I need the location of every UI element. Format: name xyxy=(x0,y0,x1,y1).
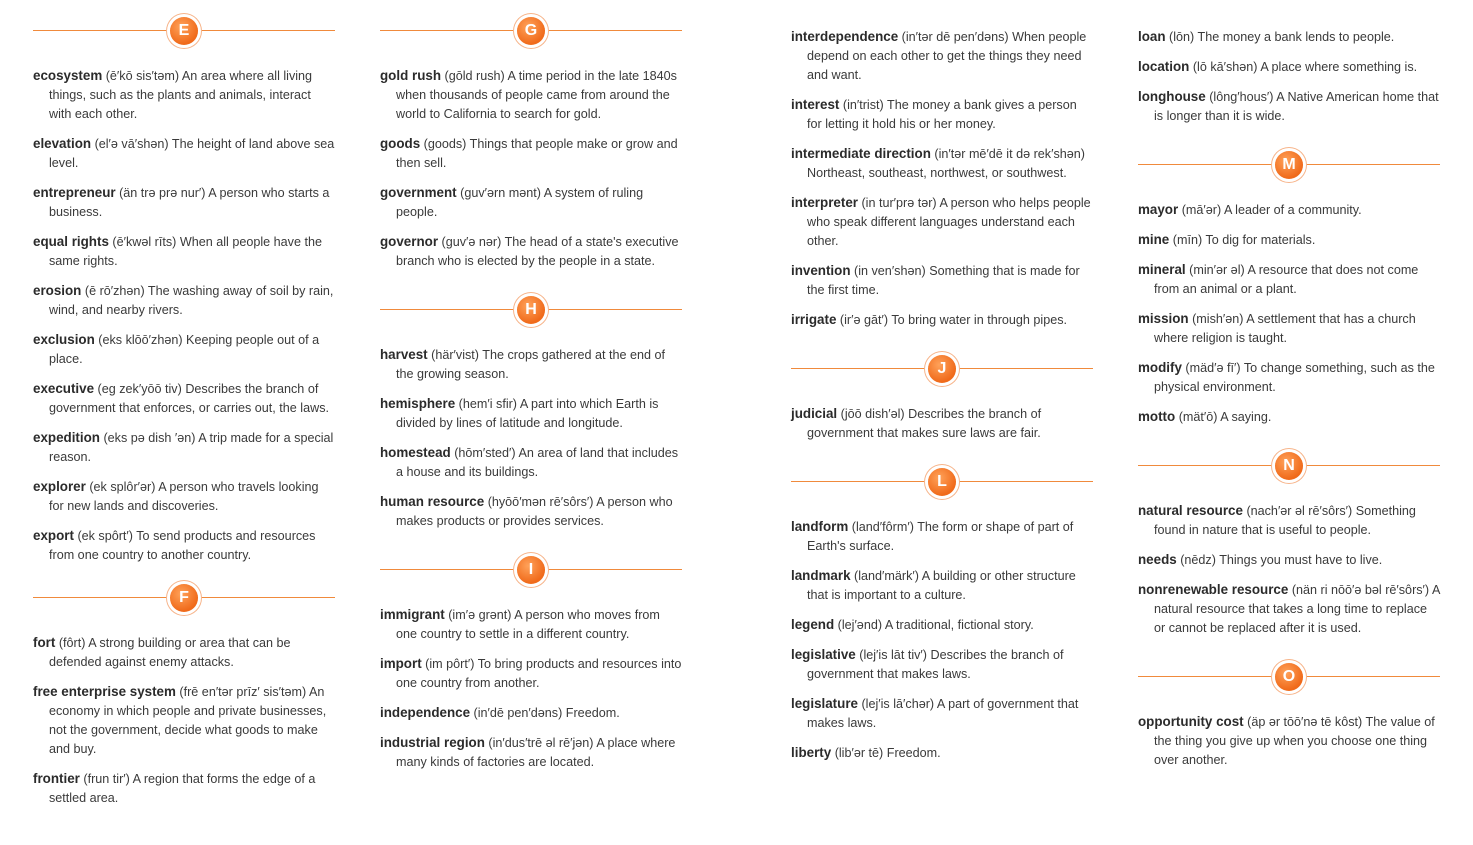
entry-definition: A place where something is. xyxy=(1260,60,1418,74)
entry-term: landmark xyxy=(791,568,851,583)
entry-term: opportunity cost xyxy=(1138,714,1244,729)
entry-definition: The money a bank lends to people. xyxy=(1197,30,1395,44)
entry-definition: Things you must have to live. xyxy=(1219,553,1383,567)
entry-definition: An economy in which people and private businesses, not the government, decide what goods to make and buy. xyxy=(49,685,327,756)
entry-definition: Something that is made for the first time. xyxy=(807,264,1080,297)
entry-term: export xyxy=(33,528,74,543)
entry-definition: A place where many kinds of factories are located. xyxy=(396,736,676,769)
entry-definition: To bring products and resources into one country from another. xyxy=(396,657,682,690)
entry-definition: A time period in the late 1840s when thousands of people came from around the world to California to search for gold. xyxy=(396,69,677,121)
entry-definition: Northeast, southeast, northwest, or southwest. xyxy=(807,166,1067,180)
glossary-section xyxy=(791,27,1093,330)
glossary-entry xyxy=(380,703,682,723)
entry-pronunciation: (in′dē pen′dəns) xyxy=(473,706,563,720)
glossary-entry xyxy=(33,428,335,467)
entry-definition: A strong building or area that can be defended against enemy attacks. xyxy=(49,636,291,669)
entry-term: mission xyxy=(1138,311,1189,326)
glossary-entry xyxy=(1138,501,1440,540)
entry-term: ecosystem xyxy=(33,68,103,83)
entry-pronunciation: (hem′i sfir) xyxy=(458,397,518,411)
entry-term: exclusion xyxy=(33,332,95,347)
entry-pronunciation: (mät′ō) xyxy=(1178,410,1218,424)
glossary-entry xyxy=(1138,200,1440,220)
entry-term: free enterprise system xyxy=(33,684,176,699)
entry-definition: The money a bank gives a person for letting it hold his or her money. xyxy=(807,98,1077,131)
glossary-section xyxy=(380,345,682,531)
entry-pronunciation: (frun tir′) xyxy=(83,772,130,786)
entry-definition: A person who starts a business. xyxy=(49,186,330,219)
entry-pronunciation: (eks klōō′zhən) xyxy=(98,333,183,347)
glossary-section xyxy=(380,66,682,271)
entry-definition: The value of the thing you give up when you choose one thing over another. xyxy=(1154,715,1435,767)
entry-term: interpreter xyxy=(791,195,858,210)
entry-definition: The washing away of soil by rain, wind, and nearby rivers. xyxy=(49,284,334,317)
entry-term: mayor xyxy=(1138,202,1179,217)
entry-definition: The form or shape of part of Earth's surface. xyxy=(807,520,1074,553)
glossary-entry xyxy=(1138,230,1440,250)
glossary-section xyxy=(1138,200,1440,427)
entry-term: liberty xyxy=(791,745,832,760)
section-divider-o xyxy=(1138,660,1440,694)
glossary-entry xyxy=(1138,87,1440,126)
glossary-entry xyxy=(33,330,335,369)
entry-pronunciation: (mā′ər) xyxy=(1181,203,1222,217)
entry-pronunciation: (ek spôrt′) xyxy=(77,529,133,543)
glossary-entry xyxy=(791,694,1093,733)
entry-term: elevation xyxy=(33,136,92,151)
entry-pronunciation: (lej′is lā′chər) xyxy=(861,697,935,711)
glossary-section xyxy=(791,517,1093,763)
entry-definition: The height of land above sea level. xyxy=(49,137,335,170)
entry-term: longhouse xyxy=(1138,89,1206,104)
glossary-entry xyxy=(380,66,682,124)
entry-definition: A system of ruling people. xyxy=(396,186,644,219)
entry-pronunciation: (in ven′shən) xyxy=(854,264,926,278)
entry-term: legislature xyxy=(791,696,858,711)
glossary-entry xyxy=(1138,407,1440,427)
entry-pronunciation: (eks pə dish ′ən) xyxy=(103,431,196,445)
glossary-entry xyxy=(33,682,335,759)
glossary-section xyxy=(791,404,1093,443)
entry-pronunciation: (in′dus′trē əl rē′jən) xyxy=(488,736,594,750)
glossary-entry xyxy=(33,526,335,565)
entry-definition: A person who moves from one country to settle in a different country. xyxy=(396,608,660,641)
entry-pronunciation: (fôrt) xyxy=(58,636,86,650)
glossary-entry xyxy=(380,492,682,531)
letter-badge-j: J xyxy=(928,355,956,383)
glossary-entry xyxy=(1138,309,1440,348)
entry-pronunciation: (im pôrt′) xyxy=(425,657,475,671)
glossary-entry xyxy=(1138,712,1440,770)
column-4 xyxy=(1138,0,1440,780)
entry-pronunciation: (ē rō′zhən) xyxy=(84,284,145,298)
glossary-entry xyxy=(1138,580,1440,638)
entry-definition: Freedom. xyxy=(886,746,941,760)
glossary-section xyxy=(33,633,335,808)
glossary-entry xyxy=(380,345,682,384)
entry-pronunciation: (äp ər tōō′nə tē kôst) xyxy=(1247,715,1363,729)
entry-term: nonrenewable resource xyxy=(1138,582,1289,597)
entry-definition: The crops gathered at the end of the growing season. xyxy=(396,348,665,381)
entry-term: landform xyxy=(791,519,849,534)
glossary-entry xyxy=(791,517,1093,556)
entry-definition: A part into which Earth is divided by lines of latitude and longitude. xyxy=(396,397,659,430)
glossary-entry xyxy=(33,769,335,808)
glossary-entry xyxy=(380,654,682,693)
letter-badge-l: L xyxy=(928,468,956,496)
entry-pronunciation: (in′tər mē′dē it də rek′shən) xyxy=(934,147,1085,161)
entry-term: interest xyxy=(791,97,840,112)
entry-definition: A Native American home that is longer than it is wide. xyxy=(1154,90,1439,123)
glossary-entry xyxy=(380,443,682,482)
section-divider-i xyxy=(380,553,682,587)
entry-pronunciation: (nach′ər əl rē′sôrs′) xyxy=(1246,504,1353,518)
entry-term: legend xyxy=(791,617,835,632)
glossary-entry xyxy=(791,404,1093,443)
entry-pronunciation: (land′märk′) xyxy=(854,569,919,583)
section-divider-g xyxy=(380,14,682,48)
entry-pronunciation: (im′ə grənt) xyxy=(448,608,512,622)
glossary-entry xyxy=(791,144,1093,183)
glossary-entry xyxy=(791,615,1093,635)
entry-term: governor xyxy=(380,234,439,249)
entry-term: location xyxy=(1138,59,1190,74)
section-divider-h xyxy=(380,293,682,327)
glossary-section xyxy=(1138,27,1440,126)
entry-term: human resource xyxy=(380,494,485,509)
entry-definition: A person who helps people who speak different languages understand each other. xyxy=(807,196,1091,248)
entry-definition: To bring water in through pipes. xyxy=(891,313,1068,327)
entry-pronunciation: (frē en′tər prīz′ sis′təm) xyxy=(179,685,307,699)
glossary-entry xyxy=(380,394,682,433)
entry-term: explorer xyxy=(33,479,86,494)
glossary-entry xyxy=(791,95,1093,134)
entry-definition: A leader of a community. xyxy=(1223,203,1362,217)
glossary-entry xyxy=(791,27,1093,85)
glossary-entry xyxy=(33,379,335,418)
entry-definition: A building or other structure that is important to a culture. xyxy=(807,569,1076,602)
entry-definition: A person who travels looking for new lands and discoveries. xyxy=(49,480,319,513)
entry-term: import xyxy=(380,656,422,671)
glossary-entry xyxy=(33,633,335,672)
entry-term: erosion xyxy=(33,283,82,298)
entry-pronunciation: (in′trist) xyxy=(842,98,884,112)
glossary-entry xyxy=(1138,27,1440,47)
entry-definition: The head of a state's executive branch who is elected by the people in a state. xyxy=(396,235,679,268)
entry-term: expedition xyxy=(33,430,100,445)
glossary-section xyxy=(380,605,682,772)
entry-pronunciation: (nēdz) xyxy=(1180,553,1216,567)
glossary-entry xyxy=(791,310,1093,330)
entry-pronunciation: (än trə prə nur′) xyxy=(119,186,206,200)
glossary-section xyxy=(33,66,335,565)
entry-definition: A settlement that has a church where religion is taught. xyxy=(1154,312,1416,345)
entry-term: invention xyxy=(791,263,851,278)
entry-term: independence xyxy=(380,705,471,720)
entry-definition: A saying. xyxy=(1220,410,1272,424)
entry-definition: An area of land that includes a house and its buildings. xyxy=(396,446,679,479)
entry-pronunciation: (nän ri nōō′ə bəl rē′sôrs′) xyxy=(1291,583,1430,597)
entry-term: harvest xyxy=(380,347,428,362)
entry-pronunciation: (lō kā′shən) xyxy=(1192,60,1258,74)
glossary-entry xyxy=(791,193,1093,251)
entry-pronunciation: (hōm′sted′) xyxy=(454,446,516,460)
glossary-entry xyxy=(791,261,1093,300)
glossary-entry xyxy=(33,281,335,320)
entry-definition: An area where all living things, such as the plants and animals, interact with each other. xyxy=(49,69,313,121)
entry-term: intermediate direction xyxy=(791,146,931,161)
entry-pronunciation: (goods) xyxy=(423,137,467,151)
entry-definition: A person who makes products or provides services. xyxy=(396,495,673,528)
entry-term: frontier xyxy=(33,771,80,786)
entry-term: hemisphere xyxy=(380,396,456,411)
entry-term: immigrant xyxy=(380,607,445,622)
section-divider-e xyxy=(33,14,335,48)
letter-badge-i: I xyxy=(517,556,545,584)
glossary-entry xyxy=(33,477,335,516)
glossary-entry xyxy=(1138,260,1440,299)
glossary-entry xyxy=(1138,57,1440,77)
entry-pronunciation: (gōld rush) xyxy=(444,69,505,83)
entry-term: judicial xyxy=(791,406,838,421)
entry-definition: A trip made for a special reason. xyxy=(49,431,334,464)
section-divider-f xyxy=(33,581,335,615)
entry-term: modify xyxy=(1138,360,1182,375)
entry-term: mineral xyxy=(1138,262,1186,277)
letter-badge-o: O xyxy=(1275,663,1303,691)
entry-pronunciation: (eg zek′yōō tiv) xyxy=(97,382,182,396)
glossary-entry xyxy=(380,232,682,271)
entry-definition: When all people have the same rights. xyxy=(49,235,322,268)
glossary-entry xyxy=(1138,550,1440,570)
letter-badge-e: E xyxy=(170,17,198,45)
entry-pronunciation: (här′vist) xyxy=(431,348,479,362)
entry-term: homestead xyxy=(380,445,451,460)
entry-definition: When people depend on each other to get the things they need and want. xyxy=(807,30,1087,82)
entry-definition: Describes the branch of government that makes sure laws are fair. xyxy=(807,407,1042,440)
entry-pronunciation: (guv′ərn mənt) xyxy=(460,186,541,200)
section-divider-l xyxy=(791,465,1093,499)
entry-pronunciation: (min′ər əl) xyxy=(1189,263,1245,277)
entry-term: loan xyxy=(1138,29,1166,44)
entry-pronunciation: (lej′is lāt tiv′) xyxy=(859,648,927,662)
entry-term: natural resource xyxy=(1138,503,1243,518)
letter-badge-h: H xyxy=(517,296,545,324)
entry-definition: Describes the branch of government that enforces, or carries out, the laws. xyxy=(49,382,329,415)
entry-pronunciation: (guv′ə nər) xyxy=(441,235,502,249)
letter-badge-n: N xyxy=(1275,452,1303,480)
entry-pronunciation: (in′tər dē pen′dəns) xyxy=(901,30,1009,44)
entry-definition: A resource that does not come from an animal or a plant. xyxy=(1154,263,1419,296)
entry-term: interdependence xyxy=(791,29,899,44)
entry-pronunciation: (lōn) xyxy=(1169,30,1195,44)
entry-term: industrial region xyxy=(380,735,485,750)
glossary-entry xyxy=(33,183,335,222)
entry-pronunciation: (jōō dish′əl) xyxy=(840,407,905,421)
entry-definition: Things that people make or grow and then sell. xyxy=(396,137,678,170)
glossary-entry xyxy=(791,743,1093,763)
glossary-entry xyxy=(380,183,682,222)
entry-definition: Keeping people out of a place. xyxy=(49,333,320,366)
entry-term: government xyxy=(380,185,457,200)
entry-term: needs xyxy=(1138,552,1177,567)
entry-definition: To dig for materials. xyxy=(1205,233,1316,247)
entry-pronunciation: (mīn) xyxy=(1172,233,1203,247)
glossary-section xyxy=(1138,501,1440,638)
entry-pronunciation: (hyōō′mən rē′sôrs′) xyxy=(487,495,594,509)
glossary-entry xyxy=(380,733,682,772)
letter-badge-g: G xyxy=(517,17,545,45)
glossary-entry xyxy=(380,134,682,173)
entry-term: motto xyxy=(1138,409,1176,424)
letter-badge-m: M xyxy=(1275,151,1303,179)
entry-term: fort xyxy=(33,635,56,650)
entry-term: mine xyxy=(1138,232,1170,247)
entry-definition: Something found in nature that is useful to people. xyxy=(1154,504,1416,537)
glossary-entry xyxy=(791,566,1093,605)
entry-definition: To send products and resources from one country to another country. xyxy=(49,529,316,562)
entry-term: equal rights xyxy=(33,234,109,249)
entry-definition: A part of government that makes laws. xyxy=(807,697,1079,730)
glossary-entry xyxy=(1138,358,1440,397)
entry-pronunciation: (mish′ən) xyxy=(1192,312,1244,326)
column-2 xyxy=(380,0,682,782)
entry-pronunciation: (lib′ər tē) xyxy=(834,746,884,760)
entry-pronunciation: (lej′ənd) xyxy=(837,618,883,632)
entry-pronunciation: (in tur′prə tər) xyxy=(861,196,937,210)
glossary-entry xyxy=(380,605,682,644)
entry-definition: Describes the branch of government that makes laws. xyxy=(807,648,1064,681)
glossary-section xyxy=(1138,712,1440,770)
entry-pronunciation: (el′ə vā′shən) xyxy=(94,137,169,151)
entry-pronunciation: (ek splôr′ər) xyxy=(89,480,156,494)
entry-definition: A region that forms the edge of a settled area. xyxy=(49,772,316,805)
entry-term: irrigate xyxy=(791,312,837,327)
entry-pronunciation: (mäd′ə fī′) xyxy=(1185,361,1241,375)
entry-pronunciation: (ē′kō sis′təm) xyxy=(105,69,180,83)
entry-term: executive xyxy=(33,381,95,396)
letter-badge-f: F xyxy=(170,584,198,612)
glossary-entry xyxy=(791,645,1093,684)
entry-term: gold rush xyxy=(380,68,441,83)
section-divider-m xyxy=(1138,148,1440,182)
entry-term: entrepreneur xyxy=(33,185,116,200)
entry-pronunciation: (land′fôrm′) xyxy=(851,520,914,534)
entry-definition: To change something, such as the physical environment. xyxy=(1154,361,1435,394)
entry-pronunciation: (lông′hous′) xyxy=(1209,90,1274,104)
entry-definition: A traditional, fictional story. xyxy=(884,618,1034,632)
entry-pronunciation: (ē′kwəl rīts) xyxy=(112,235,177,249)
entry-pronunciation: (ir′ə gāt′) xyxy=(839,313,889,327)
glossary-entry xyxy=(33,134,335,173)
glossary-entry xyxy=(33,232,335,271)
entry-definition: Freedom. xyxy=(565,706,620,720)
section-divider-j xyxy=(791,352,1093,386)
entry-definition: A natural resource that takes a long time to replace or cannot be replaced after it is used. xyxy=(1154,583,1440,635)
glossary-entry xyxy=(33,66,335,124)
column-1 xyxy=(33,0,335,818)
section-divider-n xyxy=(1138,449,1440,483)
column-3 xyxy=(791,0,1093,773)
entry-term: legislative xyxy=(791,647,856,662)
entry-term: goods xyxy=(380,136,421,151)
